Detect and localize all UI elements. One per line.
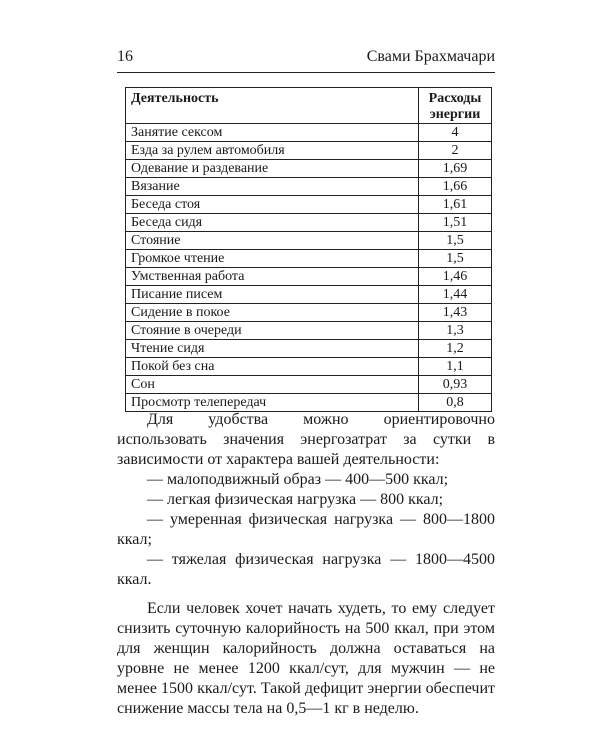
table-row [126, 214, 492, 232]
energy-value-cell: 0,8 [419, 394, 492, 412]
list-item: — легкая физическая нагрузка — 800 ккал; [147, 491, 444, 508]
page-number: 16 [117, 48, 133, 65]
table-row [126, 196, 492, 214]
energy-value-cell: 4 [419, 124, 492, 142]
activity-cell: Беседа стоя [126, 196, 419, 214]
activity-cell: Писание писем [126, 286, 419, 304]
table-header-row [126, 88, 492, 124]
running-title: Свами Брахмачари [366, 48, 495, 65]
activity-cell: Покой без сна [126, 358, 419, 376]
activity-cell: Просмотр телепередач [126, 394, 419, 412]
activity-cell: Езда за рулем автомобиля [126, 142, 419, 160]
activity-cell: Занятие сексом [126, 124, 419, 142]
table-row [126, 124, 492, 142]
activity-cell: Громкое чтение [126, 250, 419, 268]
activity-cell: Сон [126, 376, 419, 394]
energy-value-cell: 1,1 [419, 358, 492, 376]
body-text [117, 410, 495, 719]
activity-cell: Беседа сидя [126, 214, 419, 232]
activity-cell: Сидение в покое [126, 304, 419, 322]
weight-loss-paragraph: Если человек хочет начать худеть, то ему следует снизить суточную калорийность на 500 ккал, при этом для женщин калорийность должна оставаться на уровне не менее 1200 ккал/сут, для мужчин — не менее 1500 ккал/сут. Такой дефицит энергии обеспечит снижение массы тела на 0,5—1 кг в неделю. [117, 600, 495, 717]
table-row [126, 232, 492, 250]
activity-cell: Вязание [126, 178, 419, 196]
page-header [117, 46, 495, 73]
activity-cell: Чтение сидя [126, 340, 419, 358]
activity-cell: Одевание и раздевание [126, 160, 419, 178]
energy-value-cell: 2 [419, 142, 492, 160]
energy-value-cell: 1,61 [419, 196, 492, 214]
table-row [126, 322, 492, 340]
activity-cell: Стояние в очереди [126, 322, 419, 340]
energy-value-cell: 1,51 [419, 214, 492, 232]
column-header-energy: Расходы энергии [419, 88, 492, 124]
table-row [126, 304, 492, 322]
activity-cell: Умственная работа [126, 268, 419, 286]
energy-expenditure-table [125, 87, 492, 412]
energy-value-cell: 1,66 [419, 178, 492, 196]
table-row [126, 142, 492, 160]
list-item: — умеренная физическая нагрузка — 800—1800 ккал; [117, 511, 495, 548]
energy-value-cell: 1,5 [419, 232, 492, 250]
energy-value-cell: 1,69 [419, 160, 492, 178]
table-row [126, 394, 492, 412]
list-item: — тяжелая физическая нагрузка — 1800—4500 ккал. [117, 551, 495, 588]
table-row [126, 160, 492, 178]
intro-paragraph: Для удобства можно ориентировочно использовать значения энергозатрат за сутки в зависимости от характера вашей деятельности: [117, 411, 495, 468]
energy-value-cell: 1,44 [419, 286, 492, 304]
table-row [126, 376, 492, 394]
table-body [126, 124, 492, 412]
energy-value-cell: 1,2 [419, 340, 492, 358]
table-row [126, 340, 492, 358]
table-row [126, 358, 492, 376]
energy-value-cell: 1,46 [419, 268, 492, 286]
activity-cell: Стояние [126, 232, 419, 250]
energy-value-cell: 1,43 [419, 304, 492, 322]
table-row [126, 178, 492, 196]
energy-value-cell: 1,3 [419, 322, 492, 340]
column-header-activity: Деятельность [126, 88, 419, 124]
table-row [126, 268, 492, 286]
table-row [126, 250, 492, 268]
list-item: — малоподвижный образ — 400—500 ккал; [147, 471, 449, 488]
table-row [126, 286, 492, 304]
energy-value-cell: 0,93 [419, 376, 492, 394]
energy-value-cell: 1,5 [419, 250, 492, 268]
paragraph-spacer [117, 590, 495, 599]
